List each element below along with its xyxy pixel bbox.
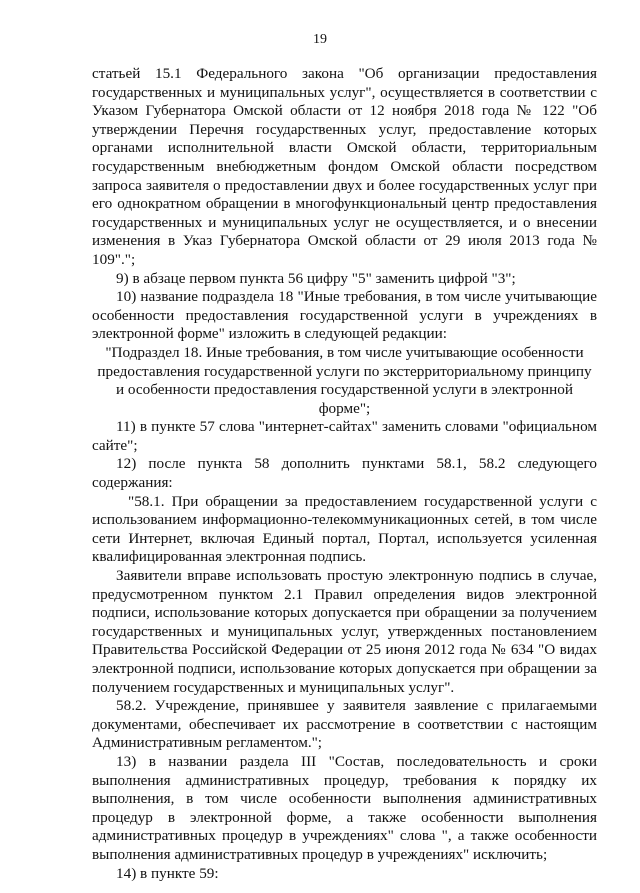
document-body (92, 65, 597, 883)
paragraph-simple-signature: Заявители вправе использовать простую электронную подпись в случае, предусмотренном пунктом 2.1 Правил определения видов электронной подписи, использование которых допускается при обращении за получением государственных и муниципальных услуг, утвержденных постановлением Правительства Российской Федерации от 25 июня 2012 года № 634 "О видах электронной подписи, использование которых допускается при обращении за получением государственных и муниципальных услуг". (92, 567, 597, 696)
paragraph-law-reference: статьей 15.1 Федерального закона "Об организации предоставления государственных и муниципальных услуг", осуществляется в соответствии с Указом Губернатора Омской области от 12 ноября 2018 года № 122 "Об утверждении Перечня государственных услуг, предоставление которых органами исполнительной власти Омской области, территориальным государственным внебюджетным фондом Омской области посредством запроса заявителя о предоставлении двух и более государственных услуг при его однократном обращении в многофункциональный центр предоставления государственных и муниципальных услуг не осуществляется, и о внесении изменения в Указ Губернатора Омской области от 29 июля 2013 года № 109"."; (92, 65, 597, 268)
paragraph-clause-58-2: 58.2. Учреждение, принявшее у заявителя заявление с прилагаемыми документами, обеспечивает их рассмотрение в соответствии с настоящим Административным регламентом."; (92, 697, 597, 752)
paragraph-subsection-18-title: "Подраздел 18. Иные требования, в том числе учитывающие особенности предоставления государственной услуги по экстерриториальному принципу и особенности предоставления государственной услуги в электронной форме"; (97, 343, 592, 417)
paragraph-item-14: 14) в пункте 59: (116, 864, 219, 882)
paragraph-clause-58-1: "58.1. При обращении за предоставлением государственной услуги с использованием информационно-телекоммуникационных сетей, в том числе сети Интернет, включая Единый портал, Портал, используется усиленная квалифицированная электронная подпись. (92, 492, 597, 566)
paragraph-item-11: 11) в пункте 57 слова "интернет-сайтах" заменить словами "официальном сайте"; (92, 418, 597, 454)
paragraph-item-10: 10) название подраздела 18 "Иные требования, в том числе учитывающие особенности предоставления государственной услуги в учреждениях в электронной форме" изложить в следующей редакции: (92, 288, 597, 343)
page-number: 19 (313, 32, 327, 47)
paragraph-item-12: 12) после пункта 58 дополнить пунктами 58.1, 58.2 следующего содержания: (92, 455, 597, 492)
paragraph-item-13: 13) в названии раздела III "Состав, последовательность и сроки выполнения административных процедур, требования к порядку их выполнения, в том числе особенности выполнения административных процедур в электронной форме, а также особенности выполнения административных процедур в учреждениях" слова ", а также особенности выполнения административных процедур в учреждениях" исключить; (92, 752, 597, 863)
paragraph-item-9: 9) в абзаце первом пункта 56 цифру "5" заменить цифрой "3"; (116, 269, 516, 287)
